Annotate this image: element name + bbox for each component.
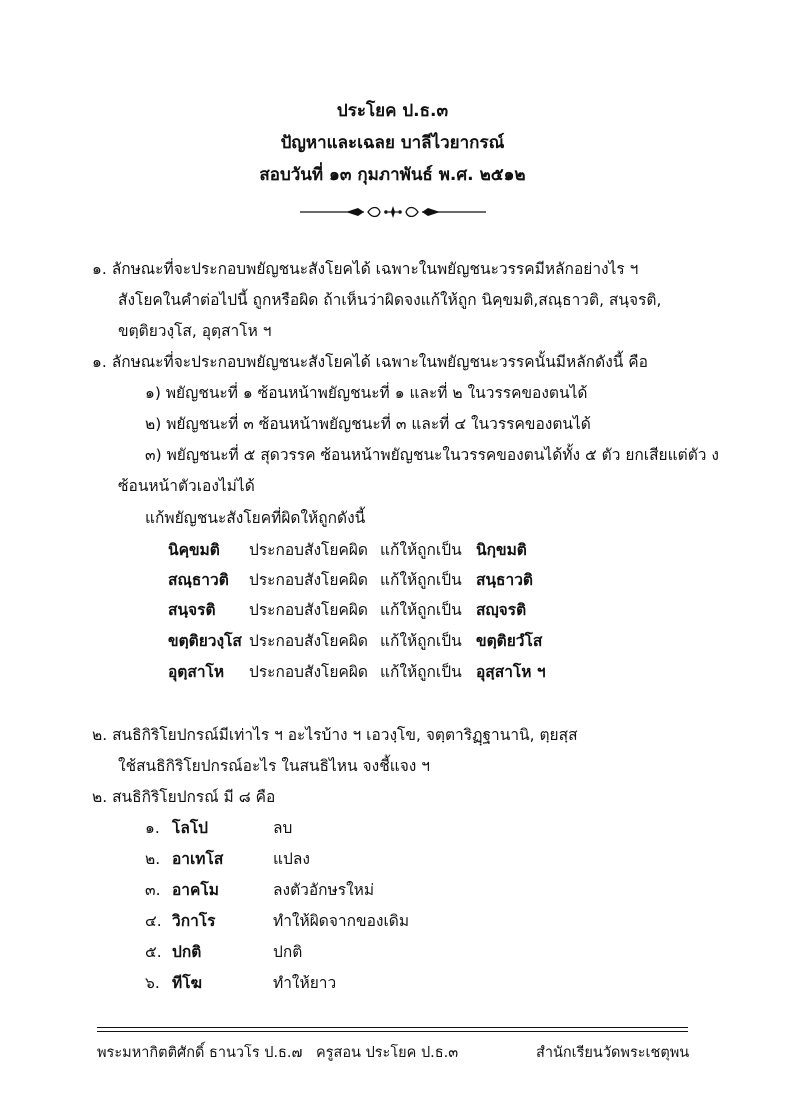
- right-word: ขตฺติยวํโส: [476, 632, 543, 650]
- ornament-divider-icon: [298, 204, 488, 220]
- right-word: นิกฺขมติ: [476, 541, 527, 559]
- status-text: ประกอบสังโยคผิด: [249, 632, 368, 650]
- fix-text: แก้ให้ถูกเป็น: [380, 571, 462, 589]
- item-name: วิกาโร: [172, 912, 216, 930]
- status-text: ประกอบสังโยคผิด: [249, 541, 368, 559]
- item-name: โลโป: [172, 819, 208, 837]
- footer-place: สำนักเรียนวัดพระเชตุพน: [536, 1045, 690, 1061]
- item-meaning: แปลง: [273, 850, 310, 868]
- item-meaning: ลงตัวอักษรใหม่: [273, 881, 375, 899]
- fix-text: แก้ให้ถูกเป็น: [380, 601, 462, 619]
- status-text: ประกอบสังโยคผิด: [249, 663, 368, 681]
- q2-answer-intro: ๒. สนธิกิริโยปกรณ์ มี ๘ คือ: [92, 788, 276, 806]
- right-word: อุสฺสาโห ฯ: [476, 663, 546, 681]
- fix-text: แก้ให้ถูกเป็น: [380, 632, 462, 650]
- fix-text: แก้ให้ถูกเป็น: [380, 541, 462, 559]
- item-meaning: ปกติ: [273, 943, 303, 961]
- item-number: ๓.: [145, 881, 161, 899]
- item-number: ๒.: [145, 850, 161, 868]
- q2-question-line-1: ๒. สนธิกิริโยปกรณ์มีเท่าไร ฯ อะไรบ้าง ฯ เอวงฺโข, จตฺตาริฏฺฐานานิ, ตฺยสฺส: [92, 726, 578, 744]
- q1-question-line-1: ๑. ลักษณะที่จะประกอบพยัญชนะสังโยคได้ เฉพาะในพยัญชนะวรรคมีหลักอย่างไร ฯ: [92, 260, 639, 278]
- q1-question-line-2: สังโยคในคำต่อไปนี้ ถูกหรือผิด ถ้าเห็นว่าผิดจงแก้ให้ถูก นิคฺขมติ,สณฺธาวติ, สนฺจรติ,: [118, 291, 662, 309]
- right-word: สนฺธาวติ: [476, 571, 533, 589]
- right-word: สญฺจรติ: [476, 601, 527, 619]
- q1-rule-2: ๒) พยัญชนะที่ ๓ ซ้อนหน้าพยัญชนะที่ ๓ และที่ ๔ ในวรรคของตนได้: [145, 415, 591, 433]
- status-text: ประกอบสังโยคผิด: [249, 601, 368, 619]
- fix-text: แก้ให้ถูกเป็น: [380, 663, 462, 681]
- title-line-1: ประโยค ป.ธ.๓: [336, 101, 449, 121]
- wrong-word: ขตฺติยวงฺโส: [168, 632, 242, 650]
- q2-question-line-2: ใช้สนธิกิริโยปกรณ์อะไร ในสนธิไหน จงชี้แจง ฯ: [118, 757, 430, 775]
- item-number: ๖.: [145, 974, 160, 992]
- q1-rule-1: ๑) พยัญชนะที่ ๑ ซ้อนหน้าพยัญชนะที่ ๑ และที่ ๒ ในวรรคของตนได้: [145, 384, 588, 402]
- q1-question-line-3: ขตฺติยวงฺโส, อุตฺสาโห ฯ: [118, 322, 272, 340]
- item-meaning: ทำให้ผิดจากของเดิม: [273, 912, 410, 930]
- item-name: ปกติ: [172, 943, 202, 961]
- item-meaning: ทำให้ยาว: [273, 974, 337, 992]
- item-number: ๔.: [145, 912, 162, 930]
- title-line-3: สอบวันที่ ๑๓ กุมภาพันธ์ พ.ศ. ๒๕๑๒: [259, 165, 526, 185]
- footer-author: พระมหากิตติศักดิ์ ธานวโร ป.ธ.๗: [97, 1045, 303, 1061]
- item-number: ๕.: [145, 943, 162, 961]
- item-name: ทีโฆ: [172, 974, 203, 992]
- item-name: อาเทโส: [172, 850, 224, 868]
- footer-rule-thin: [97, 1031, 688, 1032]
- q1-rule-3: ๓) พยัญชนะที่ ๕ สุดวรรค ซ้อนหน้าพยัญชนะในวรรคของตนได้ทั้ง ๕ ตัว ยกเสียแต่ตัว ง: [145, 446, 719, 464]
- footer-role: ครูสอน ประโยค ป.ธ.๓: [316, 1045, 459, 1061]
- footer-rule-thick: [97, 1027, 688, 1028]
- q1-answer-intro: ๑. ลักษณะที่จะประกอบพยัญชนะสังโยคได้ เฉพาะในพยัญชนะวรรคนั้นมีหลักดังนี้ คือ: [92, 353, 648, 371]
- item-meaning: ลบ: [273, 819, 293, 837]
- wrong-word: สนฺจรติ: [168, 601, 216, 619]
- wrong-word: สณฺธาวติ: [168, 571, 229, 589]
- wrong-word: นิคฺขมติ: [168, 541, 220, 559]
- status-text: ประกอบสังโยคผิด: [249, 571, 368, 589]
- q1-rule-3-continuation: ซ้อนหน้าตัวเองไม่ได้: [118, 477, 255, 495]
- title-line-2: ปัญหาและเฉลย บาลีไวยากรณ์: [280, 133, 505, 153]
- wrong-word: อุตฺสาโห: [168, 663, 225, 681]
- q1-correction-intro: แก้พยัญชนะสังโยคที่ผิดให้ถูกดังนี้: [145, 509, 366, 527]
- item-name: อาคโม: [172, 881, 219, 899]
- item-number: ๑.: [145, 819, 160, 837]
